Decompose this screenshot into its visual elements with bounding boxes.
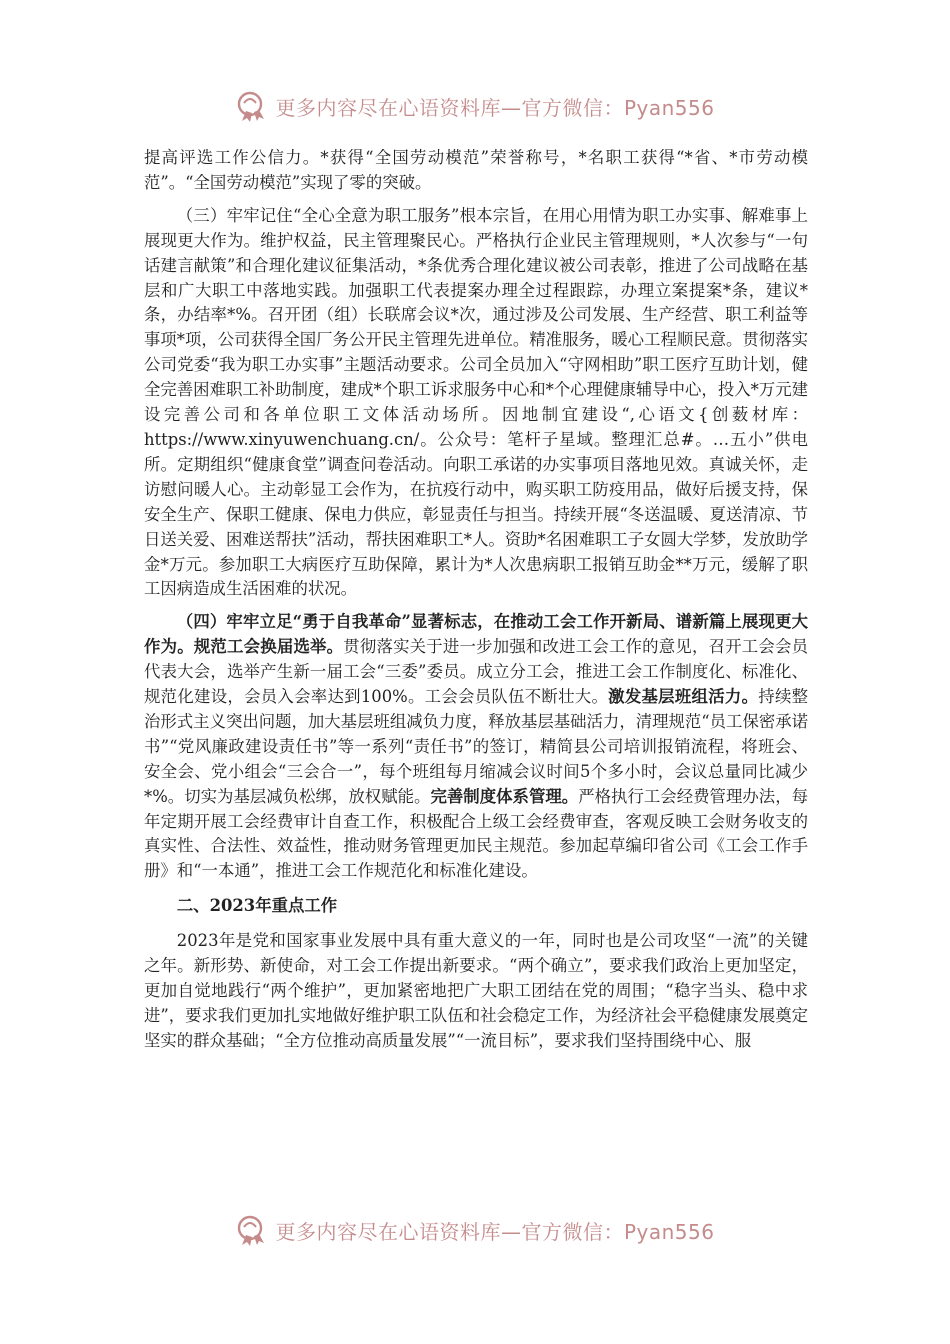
paragraph-2023-priorities: 2023年是党和国家事业发展中具有重大意义的一年，同时也是公司攻坚“一流”的关键之年。新形势、新使命，对工会工作提出新要求。“两个确立”，要求我们政治上更加坚定，更加自觉地践行“两个维护”，更加紧密地把广大职工团结在党的周围；“稳字当头、稳中求进”，要求我们更加扎实地做好维护职工队伍和社会稳定工作，为经济社会平稳健康发展奠定坚实的群众基础；“全方位推动高质量发展”“一流目标”，要求我们坚持围绕中心、服 bbox=[144, 931, 809, 1050]
paragraph-section-3: （三）牢牢记住“全心全意为职工服务”根本宗旨，在用心用情为职工办实事、解难事上展现更大作为。维护权益，民主管理聚民心。严格执行企业民主管理规则，*人次参与“一句话建言献策”和合理化建议征集活动，*条优秀合理化建议被公司表彰，推进了公司战略在基层和广大职工中落地实践。加强职工代表提案办理全过程跟踪，办理立案提案*条，建议*条，办结率*%。召开团（组）长联席会议*次，通过涉及公司发展、生产经营、职工利益等事项*项，公司获得全国厂务公开民主管理先进单位。精准服务，暖心工程顺民意。贯彻落实公司党委“我为职工办实事”主题活动要求。公司全员加入“守网相助”职工医疗互助计划，健全完善困难职工补助制度，建成*个职工诉求服务中心和*个心理健康辅导中心，投入*万元建设完善公司和各单位职工文体活动场所。因地制宜建设“,心语文{创薮材库：https://www.xinyuwenchuang.cn/。公众号：笔杆子星域。整理汇总#。…五小”供电所。定期组织“健康食堂”调查问卷活动。向职工承诺的办实事项目落地见效。真诚关怀，走访慰问暖人心。主动彰显工会作为，在抗疫行动中，购买职工防疫用品，做好后援支持，保安全生产、保职工健康、保电力供应，彰显责任与担当。持续开展“冬送温暖、夏送清凉、节日送关爱、困难送帮扶”活动，帮扶困难职工*人。资助*名困难职工子女圆大学梦，发放助学金*万元。参加职工大病医疗互助保障，累计为*人次患病职工报销互助金**万元，缓解了职工因病造成生活困难的状况。 bbox=[144, 205, 809, 599]
section-4-heading: （四）牢牢立足“勇于自我革命”显著标志，在推动工会工作开新局、谱新篇上展现更大作为。规范工会换届选举。 bbox=[144, 612, 808, 657]
section-4-text-b: 持续整治形式主义突出问题，加大基层班组减负力度，释放基层基础活力，清理规范“员工保密承诺书”“党风廉政建设责任书”等一系列“责任书”的签订，精简县公司培训报销流程，将班会、安全会、党小组会“三会合一”，每个班组每月缩减会议时间5个多小时，会议总量同比减少*%。切实为基层减负松绑，放权赋能。 bbox=[144, 687, 809, 806]
section-heading-2: 二、2023年重点工作 bbox=[176, 896, 338, 916]
watermark-header bbox=[0, 86, 950, 126]
paragraph-section-4 bbox=[144, 610, 808, 884]
section-4-subheading-c: 完善制度体系管理。 bbox=[430, 786, 579, 806]
watermark-footer bbox=[0, 1210, 950, 1250]
section-4-text-c: 严格执行工会经费管理办法，每年定期开展工会经费审计自查工作，积极配合上级工会经费审查，客观反映工会财务收支的真实性、合法性、效益性，推动财务管理更加民主规范。参加起草编印省公司《工会工作手册》和“一本通”，推进工会工作规范化和标准化建设。 bbox=[144, 786, 808, 881]
watermark-text: 更多内容尽在心语资料库—官方微信：Pyan556 bbox=[275, 1219, 715, 1244]
paragraph-continuation: 提高评选工作公信力。*获得“全国劳动模范”荣誉称号，*名职工获得“*省、*市劳动模范”。“全国劳动模范”实现了零的突破。 bbox=[144, 148, 808, 192]
section-4-subheading-b: 激发基层班组活力。 bbox=[608, 687, 759, 707]
ribbon-seal-icon bbox=[235, 89, 269, 123]
watermark-text: 更多内容尽在心语资料库—官方微信：Pyan556 bbox=[275, 95, 715, 120]
section-4-text-a: 贯彻落实关于进一步加强和改进工会工作的意见，召开工会会员代表大会，选举产生新一届工会“三委”委员。成立分工会，推进工会工作制度化、标准化、规范化建设，会员入会率达到100%。工会会员队伍不断壮大。 bbox=[144, 637, 808, 707]
ribbon-seal-icon bbox=[235, 1213, 269, 1247]
document-body bbox=[144, 146, 808, 1054]
